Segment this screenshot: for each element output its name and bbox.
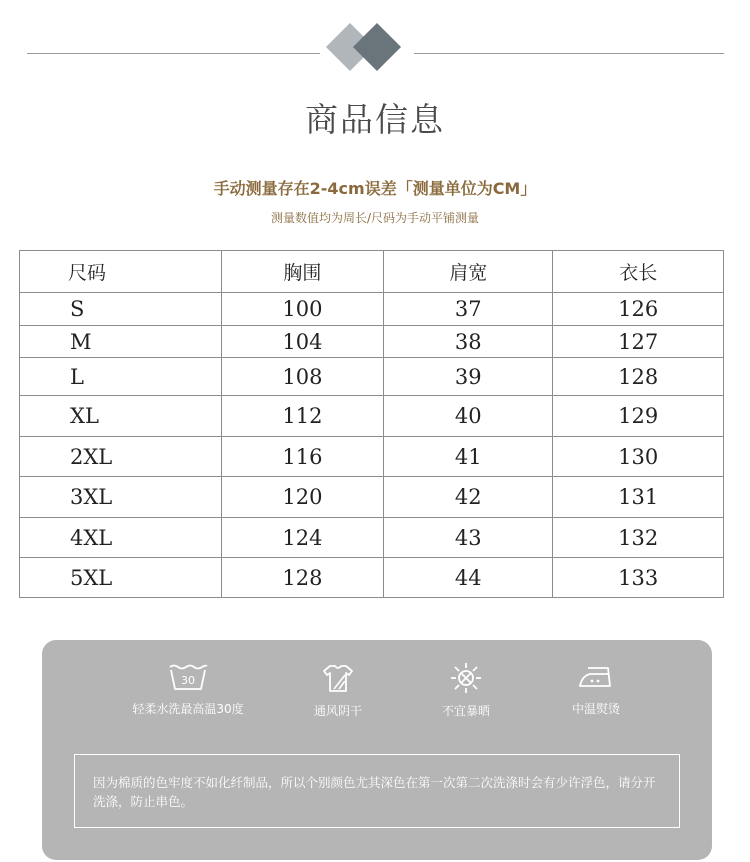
care-label-wash: 轻柔水洗最高温30度 — [132, 702, 244, 716]
size-table-header-row — [20, 251, 724, 293]
cell-size: 2XL — [20, 437, 222, 477]
measurement-note: 手动测量存在2-4cm误差「测量单位为CM」 — [213, 179, 537, 198]
cell-size: XL — [20, 396, 222, 437]
cell-length: 128 — [553, 358, 724, 396]
care-instructions-panel — [42, 640, 712, 860]
care-label-sun: 不宜暴晒 — [441, 704, 490, 718]
cell-length: 131 — [553, 477, 724, 518]
care-label-iron: 中温熨烫 — [571, 702, 620, 716]
cell-shoulder: 44 — [384, 558, 553, 598]
care-item-wash — [108, 662, 268, 717]
cell-chest: 128 — [221, 558, 383, 598]
wash-30-icon — [167, 662, 209, 692]
color-fastness-notice-box — [74, 754, 680, 828]
cell-chest: 100 — [221, 293, 383, 326]
cell-chest: 116 — [221, 437, 383, 477]
cell-shoulder: 38 — [384, 326, 553, 358]
cell-chest: 120 — [221, 477, 383, 518]
header-length: 衣长 — [553, 251, 724, 293]
cell-shoulder: 41 — [384, 437, 553, 477]
cell-size: M — [20, 326, 222, 358]
table-row — [20, 437, 724, 477]
header-shoulder: 肩宽 — [384, 251, 553, 293]
table-row — [20, 326, 724, 358]
cell-chest: 104 — [221, 326, 383, 358]
table-row — [20, 558, 724, 598]
cell-length: 126 — [553, 293, 724, 326]
cell-size: L — [20, 358, 222, 396]
header-size: 尺码 — [20, 251, 222, 293]
no-sun-icon — [448, 662, 484, 694]
cell-size: S — [20, 293, 222, 326]
cell-length: 127 — [553, 326, 724, 358]
cell-size: 4XL — [20, 518, 222, 558]
hang-dry-shade-icon — [320, 662, 356, 694]
cell-chest: 112 — [221, 396, 383, 437]
cell-length: 129 — [553, 396, 724, 437]
size-table — [19, 250, 724, 598]
header-divider-left — [27, 53, 320, 54]
iron-medium-icon — [576, 662, 616, 692]
cell-shoulder: 43 — [384, 518, 553, 558]
table-row — [20, 293, 724, 326]
table-row — [20, 358, 724, 396]
header-chest: 胸围 — [221, 251, 383, 293]
table-row — [20, 518, 724, 558]
cell-chest: 124 — [221, 518, 383, 558]
cell-shoulder: 37 — [384, 293, 553, 326]
color-fastness-notice: 因为棉质的色牢度不如化纤制品，所以个别颜色尤其深色在第一次第二次洗涤时会有少许浮色，请分开洗涤，防止串色。 — [93, 775, 656, 809]
table-row — [20, 477, 724, 518]
cell-length: 130 — [553, 437, 724, 477]
care-label-dry: 通风阴干 — [313, 704, 362, 718]
cell-length: 133 — [553, 558, 724, 598]
care-item-iron — [516, 662, 676, 717]
cell-shoulder: 42 — [384, 477, 553, 518]
svg-text:30: 30 — [181, 674, 195, 687]
diamond-dark-ornament — [353, 23, 401, 71]
table-row — [20, 396, 724, 437]
cell-shoulder: 39 — [384, 358, 553, 396]
header-divider-right — [414, 53, 724, 54]
cell-length: 132 — [553, 518, 724, 558]
cell-shoulder: 40 — [384, 396, 553, 437]
measurement-method-note: 测量数值均为周长/尺码为手动平铺测量 — [270, 211, 480, 225]
page-title: 商品信息 — [305, 100, 445, 139]
cell-size: 5XL — [20, 558, 222, 598]
cell-size: 3XL — [20, 477, 222, 518]
cell-chest: 108 — [221, 358, 383, 396]
